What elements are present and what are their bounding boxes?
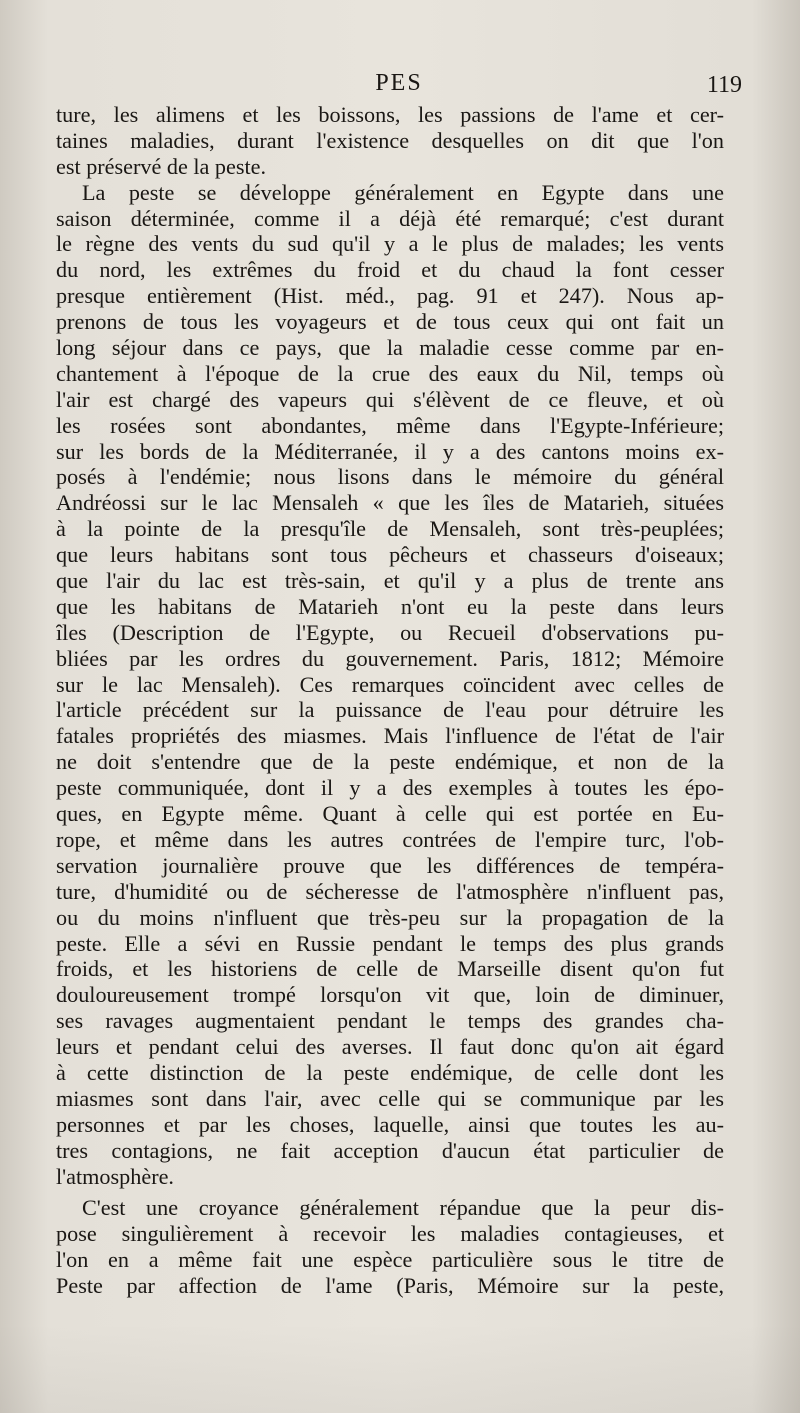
text-line: leurs et pendant celui des averses. Il faut donc qu'on ait égard [56, 1034, 724, 1060]
body-text [56, 102, 724, 1299]
text-line: douloureusement trompé lorsqu'on vit que, loin de diminuer, [56, 982, 724, 1008]
text-line: que les habitans de Matarieh n'ont eu la peste dans leurs [56, 593, 724, 619]
text-line: que l'air du lac est très-sain, et qu'il y a plus de trente ans [56, 568, 724, 594]
text-line: froids, et les historiens de celle de Marseille disent qu'on fut [56, 956, 724, 982]
paragraph-start-line: La peste se développe généralement en Egypte dans une [82, 179, 724, 205]
text-line: miasmes sont dans l'air, avec celle qui se communique par les [56, 1085, 724, 1111]
text-line: saison déterminée, comme il a déjà été remarqué; c'est durant [56, 205, 724, 231]
text-line: les rosées sont abondantes, même dans l'Egypte-Inférieure; [56, 412, 724, 438]
text-line: Peste par affection de l'ame (Paris, Mémoire sur la peste, [56, 1273, 724, 1299]
text-line: ou du moins n'influent que très-peu sur la propagation de la [56, 904, 724, 930]
running-title: PES [375, 70, 423, 96]
text-line: ques, en Egypte même. Quant à celle qui est portée en Eu- [56, 801, 724, 827]
text-line: Andréossi sur le lac Mensaleh « que les îles de Matarieh, situées [56, 490, 724, 516]
text-line: presque entièrement (Hist. méd., pag. 91 et 247). Nous ap- [56, 283, 724, 309]
text-line: peste communiquée, dont il y a des exemples à toutes les épo- [56, 775, 724, 801]
text-line: posés à l'endémie; nous lisons dans le mémoire du général [56, 464, 724, 490]
text-line: prenons de tous les voyageurs et de tous ceux qui ont fait un [56, 309, 724, 335]
text-line: ture, d'humidité ou de sécheresse de l'atmosphère n'influent pas, [56, 878, 724, 904]
text-line: personnes et par les choses, laquelle, ainsi que toutes les au- [56, 1111, 724, 1137]
text-line: îles (Description de l'Egypte, ou Recueil d'observations pu- [56, 619, 724, 645]
text-line: long séjour dans ce pays, que la maladie cesse comme par en- [56, 335, 724, 361]
page-edge-shadow [0, 1323, 800, 1413]
running-head [56, 70, 742, 102]
text-line: rope, et même dans les autres contrées de l'empire turc, l'ob- [56, 826, 724, 852]
text-line: sur le lac Mensaleh). Ces remarques coïncident avec celles de [56, 671, 724, 697]
page-number: 119 [706, 72, 742, 98]
text-line: l'atmosphère. [56, 1163, 174, 1189]
text-line: l'article précédent sur la puissance de l'eau pour détruire les [56, 697, 724, 723]
text-line: du nord, les extrêmes du froid et du chaud la font cesser [56, 257, 724, 283]
text-line: pose singulièrement à recevoir les maladies contagieuses, et [56, 1221, 724, 1247]
text-line: ture, les alimens et les boissons, les passions de l'ame et cer- [56, 102, 724, 127]
text-line: que leurs habitans sont tous pêcheurs et chasseurs d'oiseaux; [56, 542, 724, 568]
paragraph-start-line: C'est une croyance généralement répandue que la peur dis- [82, 1195, 724, 1221]
text-line: est préservé de la peste. [56, 153, 267, 179]
text-line: peste. Elle a sévi en Russie pendant le temps des plus grands [56, 930, 724, 956]
text-line: chantement à l'époque de la crue des eaux du Nil, temps où [56, 360, 724, 386]
text-line: ne doit s'entendre que de la peste endémique, et non de la [56, 749, 724, 775]
text-line: fatales propriétés des miasmes. Mais l'influence de l'état de l'air [56, 723, 724, 749]
text-line: l'on en a même fait une espèce particulière sous le titre de [56, 1247, 724, 1273]
text-line: bliées par les ordres du gouvernement. Paris, 1812; Mémoire [56, 645, 724, 671]
text-line: le règne des vents du sud qu'il y a le plus de malades; les vents [56, 231, 724, 257]
text-line: l'air est chargé des vapeurs qui s'élèvent de ce fleuve, et où [56, 386, 724, 412]
text-line: servation journalière prouve que les différences de tempéra- [56, 852, 724, 878]
text-line: ses ravages augmentaient pendant le temps des grandes cha- [56, 1008, 724, 1034]
text-line: sur les bords de la Méditerranée, il y a des cantons moins ex- [56, 438, 724, 464]
text-line: à cette distinction de la peste endémique, de celle dont les [56, 1059, 724, 1085]
text-line: taines maladies, durant l'existence desquelles on dit que l'on [56, 127, 724, 153]
text-line: tres contagions, ne fait acception d'aucun état particulier de [56, 1137, 724, 1163]
text-line: à la pointe de la presqu'île de Mensaleh, sont très-peuplées; [56, 516, 724, 542]
